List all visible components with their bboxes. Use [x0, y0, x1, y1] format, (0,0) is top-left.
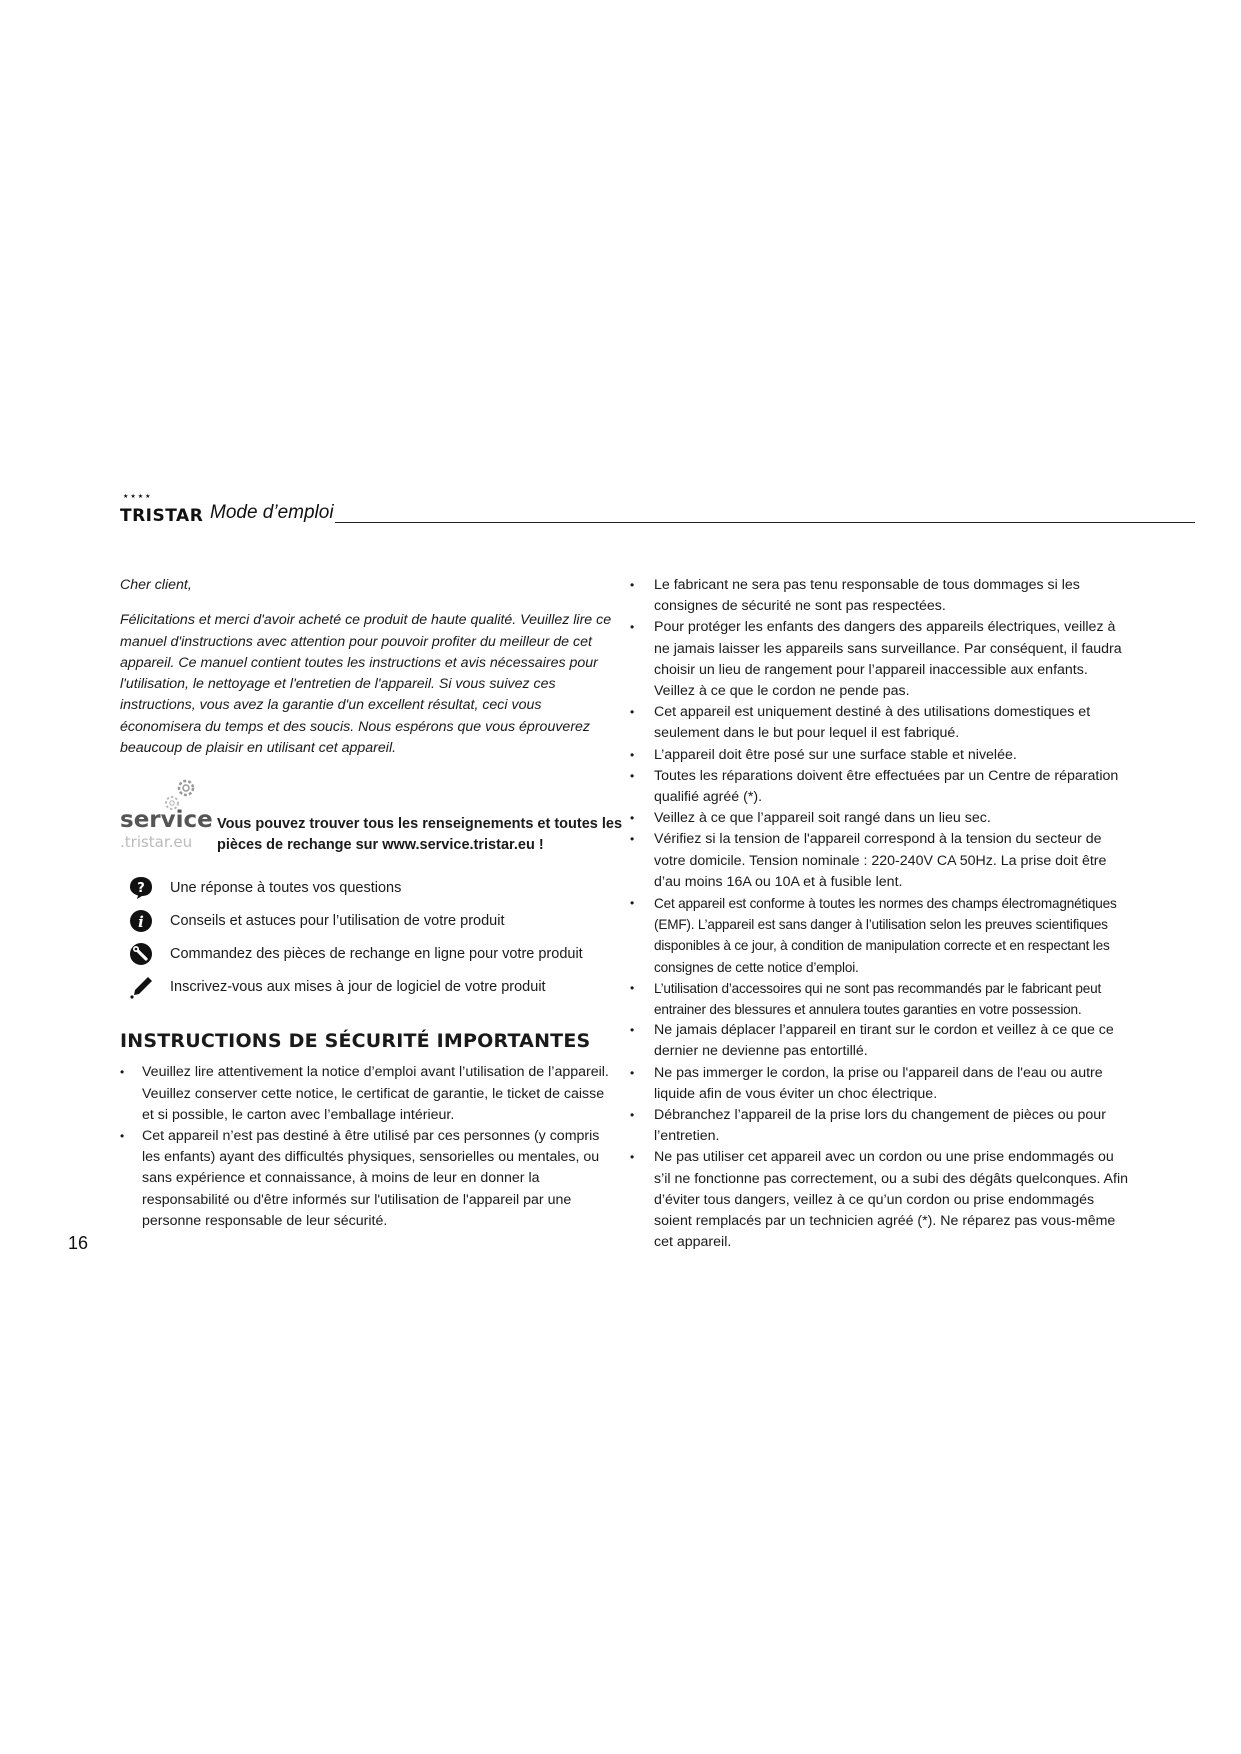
service-logo [120, 777, 213, 852]
left-column [120, 575, 623, 1232]
list-item: • Toutes les réparations doivent être effectuées par un Centre de réparation qualifié agréé (*). [630, 766, 1130, 808]
service-logo-word: service [120, 807, 213, 834]
right-column [630, 575, 1130, 1254]
feature-text: Commandez des pièces de rechange en ligne pour votre produit [170, 945, 583, 962]
header-title: Mode d’emploi [210, 502, 334, 523]
brand-stars-icon: ★★★★ [123, 493, 153, 500]
service-text: Vous pouvez trouver tous les renseignements et toutes les pièces de rechange sur www.service.tristar.eu ! [217, 816, 623, 854]
feature-item [120, 871, 615, 904]
feature-item [120, 937, 615, 970]
list-item: • L’utilisation d’accessoires qui ne sont pas recommandés par le fabricant peut entrainer des blessures et annulera toutes garanties en votre possession. [630, 978, 1130, 1020]
page-number: 16 [68, 1233, 89, 1253]
list-item: • Cet appareil est uniquement destiné à des utilisations domestiques et seulement dans le but pour lequel il est fabriqué. [630, 702, 1130, 744]
brand-logo: TRISTAR [120, 506, 204, 526]
section-title: INSTRUCTIONS DE SÉCURITÉ IMPORTANTES [120, 1030, 591, 1053]
feature-item [120, 970, 615, 1003]
feature-item [120, 904, 615, 937]
feature-text: Une réponse à toutes vos questions [170, 879, 402, 896]
page-header [120, 493, 1195, 528]
list-item: • Veillez à ce que l’appareil soit rangé dans un lieu sec. [630, 808, 1130, 829]
list-item: • Pour protéger les enfants des dangers des appareils électriques, veillez à ne jamais laisser les appareils sans surveillance. Par conséquent, il faudra choisir un lieu de rangement pour l’appareil inaccessible aux enfants. Veillez à ce que le cordon ne pende pas. [630, 617, 1130, 702]
list-item: • Cet appareil n’est pas destiné à être utilisé par ces personnes (y compris les enfants) ayant des difficultés physiques, sensorielles ou mentales, ou sans expérience et connaissance, à moins de leur en donner la responsabilité ou d'être informés sur l'utilisation de l'appareil par une personne responsable de leur sécurité. [120, 1126, 615, 1232]
service-logo-domain: .tristar.eu [120, 833, 193, 852]
svg-text:i: i [138, 912, 144, 931]
feature-list [120, 871, 615, 1003]
list-item: • Débranchez l’appareil de la prise lors du changement de pièces ou pour l’entretien. [630, 1105, 1130, 1147]
wrench-icon [128, 941, 154, 967]
list-item: • Ne pas utiliser cet appareil avec un cordon ou une prise endommagés ou s’il ne fonctionne pas correctement, ou a subi des dégâts quelconques. Afin d’éviter tous dangers, veillez à ce qu’un cordon ou prise endommagés soient remplacés par un technicien agréé (*). Ne réparez pas vous-même cet appareil. [630, 1147, 1130, 1253]
list-item: • Cet appareil est conforme à toutes les normes des champs électromagnétiques (EMF). L’appareil est sans danger à l’utilisation selon les preuves scientifiques disponibles à ce jour, à condition de manipulation correcte et en respectant les consignes de cette notice d’emploi. [630, 893, 1130, 978]
list-item: • Le fabricant ne sera pas tenu responsable de tous dommages si les consignes de sécurité ne sont pas respectées. [630, 575, 1130, 617]
feature-text: Conseils et astuces pour l’utilisation de votre produit [170, 912, 505, 929]
pen-icon [128, 974, 154, 1000]
info-icon [128, 908, 154, 934]
svg-text:?: ? [137, 880, 145, 896]
list-item: • Vérifiez si la tension de l'appareil correspond à la tension du secteur de votre domicile. Tension nominale : 220-240V CA 50Hz. La prise doit être d’au moins 16A ou 10A et à fusible lent. [630, 829, 1130, 893]
question-icon [128, 875, 154, 901]
header-rule [335, 522, 1195, 523]
list-item: • Ne pas immerger le cordon, la prise ou l'appareil dans de l'eau ou autre liquide afin de vous éviter un choc électrique. [630, 1063, 1130, 1105]
list-item: • Veuillez lire attentivement la notice d’emploi avant l’utilisation de l’appareil. Veuillez conserver cette notice, le certificat de garantie, le ticket de caisse et si possible, le carton avec l’emballage intérieur. [120, 1062, 615, 1126]
greeting: Cher client, [120, 577, 192, 593]
intro-paragraph: Félicitations et merci d'avoir acheté ce produit de haute qualité. Veuillez lire ce manuel d'instructions avec attention pour pouvoir profiter du meilleur de cet appareil. Ce manuel contient toutes les instructions et avis nécessaires pour l'utilisation, le nettoyage et l'entretien de l'appareil. Si vous suivez ces instructions, vous avez la garantie d'un excellent résultat, ceci vous économisera du temps et des soucis. Nous espérons que vous éprouverez beaucoup de plaisir en utilisant cet appareil. [120, 612, 612, 757]
list-item: • L’appareil doit être posé sur une surface stable et nivelée. [630, 745, 1130, 766]
right-bullet-list [630, 575, 1130, 1254]
list-item: • Ne jamais déplacer l’appareil en tirant sur le cordon et veillez à ce que ce dernier ne devienne pas entortillé. [630, 1020, 1130, 1062]
feature-text: Inscrivez-vous aux mises à jour de logiciel de votre produit [170, 978, 546, 995]
service-block [120, 777, 623, 854]
left-bullet-list [120, 1062, 615, 1232]
